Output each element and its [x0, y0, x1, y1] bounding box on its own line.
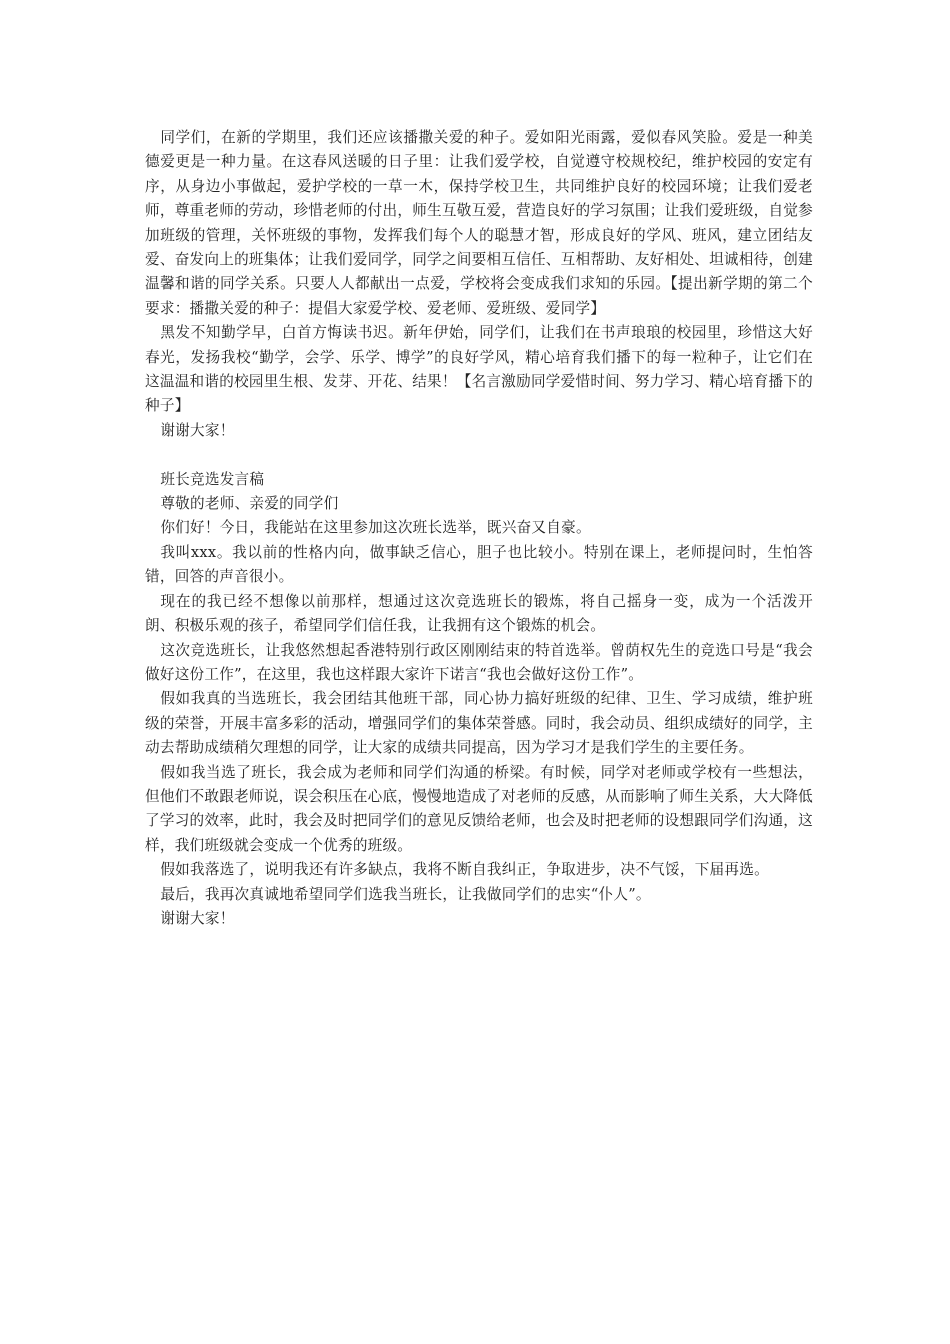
paragraph-thanks-2: 谢谢大家！ [160, 909, 235, 927]
section-spacer [145, 443, 813, 467]
paragraph-thanks-1: 谢谢大家！ [160, 421, 235, 439]
paragraph-self-intro: 我叫xxx。我以前的性格内向，做事缺乏信心，胆子也比较小。特别在课上，老师提问时，生怕答错，回答的声音很小。 [145, 543, 813, 586]
paragraph-bridge: 假如我当选了班长，我会成为老师和同学们沟通的桥梁。有时候，同学对老师或学校有一些想法，但他们不敢跟老师说，误会积压在心底，慢慢地造成了对老师的反感，从而影响了师生关系，大大降低了学习的效率，此时，我会及时把同学们的意见反馈给老师，也会及时把老师的设想跟同学们沟通，这样，我们班级就会变成一个优秀的班级。 [145, 763, 813, 854]
paragraph-slogan: 这次竞选班长，让我悠然想起香港特别行政区刚刚结束的特首选举。曾荫权先生的竞选口号是“我会做好这份工作”，在这里，我也这样跟大家许下诺言“我也会做好这份工作”。 [145, 641, 813, 683]
speech-title: 班长竞选发言稿 [160, 470, 265, 488]
paragraph-study-diligently: 黑发不知勤学早，白首方悔读书迟。新年伊始，同学们，让我们在书声琅琅的校园里，珍惜这大好春光，发扬我校“勤学，会学、乐学、博学”的良好学风，精心培育我们播下的每一粒种子，让它们在这温温和谐的校园里生根、发芽、开花、结果！【名言激励同学爱惜时间、努力学习、精心培育播下的种子】 [145, 324, 813, 415]
paragraph-if-elected: 假如我真的当选班长，我会团结其他班干部，同心协力搞好班级的纪律、卫生、学习成绩，维护班级的荣誉，开展丰富多彩的活动，增强同学们的集体荣誉感。同时，我会动员、组织成绩好的同学，主动去帮助成绩稍欠理想的同学，让大家的成绩共同提高，因为学习才是我们学生的主要任务。 [145, 690, 813, 757]
paragraph-if-not-elected: 假如我落选了，说明我还有许多缺点，我将不断自我纠正，争取进步，决不气馁，下届再选。 [160, 861, 769, 879]
paragraph-change: 现在的我已经不想像以前那样，想通过这次竞选班长的锻炼，将自己摇身一变，成为一个活泼开朗、积极乐观的孩子，希望同学们信任我，让我拥有这个锻炼的机会。 [145, 592, 813, 635]
paragraph-closing: 最后，我再次真诚地希望同学们选我当班长，让我做同学们的忠实“仆人”。 [160, 885, 651, 903]
speech-greeting: 尊敬的老师、亲爱的同学们 [160, 495, 339, 513]
paragraph-caring-seeds: 同学们，在新的学期里，我们还应该播撒关爱的种子。爱如阳光雨露，爱似春风笑脸。爱是一种美德爱更是一种力量。在这春风送暖的日子里：让我们爱学校，自觉遵守校规校纪，维护校园的安定有序，从身边小事做起，爱护学校的一草一木，保持学校卫生，共同维护良好的校园环境；让我们爱老师，尊重老师的劳动，珍惜老师的付出，师生互敬互爱，营造良好的学习氛围；让我们爱班级，自觉参加班级的管理，关怀班级的事物，发挥我们每个人的聪慧才智，形成良好的学风、班风，建立团结友爱、奋发向上的班集体；让我们爱同学，同学之间要相互信任、互相帮助、友好相处、坦诚相待，创建温馨和谐的同学关系。只要人人都献出一点爱，学校将会变成我们求知的乐园。【提出新学期的第二个要求：播撒关爱的种子：提倡大家爱学校、爱老师、爱班级、爱同学】 [145, 129, 813, 317]
document-body [145, 126, 813, 931]
paragraph-hello: 你们好！今日，我能站在这里参加这次班长选举，既兴奋又自豪。 [160, 519, 591, 537]
